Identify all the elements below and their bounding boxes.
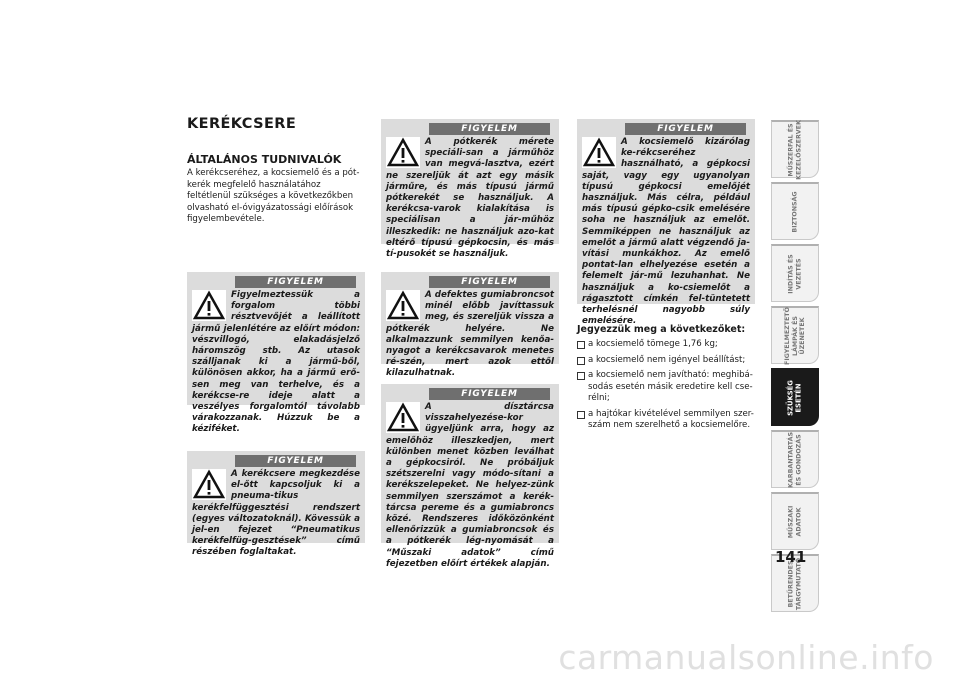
list-item	[577, 370, 755, 405]
tab-emergency[interactable]	[771, 368, 819, 426]
notes-list	[577, 339, 755, 436]
section-subtitle: ÁLTALÁNOS TUDNIVALÓK	[187, 153, 342, 166]
tab-starting-driving[interactable]	[771, 244, 819, 302]
warning-label: FIGYELEM	[429, 388, 550, 400]
list-item-text: a kocsiemelő nem javítható: meghibá-sodás esetén másik eredetire kell cse-rélni;	[588, 370, 753, 403]
warning-triangle-icon	[386, 137, 420, 168]
checkbox-square-icon	[577, 411, 585, 419]
checkbox-square-icon	[577, 372, 585, 380]
list-item-text: a kocsiemelő nem igényel beállítást;	[588, 354, 746, 365]
tab-warning-lights[interactable]	[771, 306, 819, 364]
intro-paragraph: A kerékcseréhez, a kocsiemelő és a pót-kerék megfelelő használatához feltétlenül szükséges a következőkben olvasható el-óvigyázatossági előírások figyelembevétele.	[187, 168, 360, 225]
tab-label: SZÜKSÉG ESETÉN	[786, 379, 802, 416]
warning-label: FIGYELEM	[625, 123, 746, 135]
tab-label: BETŰRENDES TÁRGYMUTATÓ	[787, 557, 802, 610]
warning-triangle-icon	[386, 290, 420, 321]
warning-triangle-icon	[386, 402, 420, 433]
warning-box-jack	[577, 119, 755, 327]
list-item-text: a hajtókar kivételével semmilyen szer-szám nem szerelhető a kocsiemelőre.	[588, 408, 754, 430]
warning-box-hubcap	[381, 384, 559, 569]
tab-maintenance[interactable]	[771, 430, 819, 488]
list-item	[577, 355, 755, 367]
warning-box-spare-wheel	[381, 119, 559, 260]
warning-label: FIGYELEM	[235, 276, 356, 288]
tab-technical-data[interactable]	[771, 492, 819, 550]
warning-triangle-icon	[192, 290, 226, 321]
checkbox-square-icon	[577, 357, 585, 365]
tab-label: BIZTONSÁG	[791, 190, 799, 233]
warning-label: FIGYELEM	[235, 455, 356, 467]
warning-label: FIGYELEM	[429, 276, 550, 288]
notes-title: Jegyezzük meg a következőket:	[577, 324, 746, 335]
page-number: 141	[775, 548, 807, 566]
checkbox-square-icon	[577, 341, 585, 349]
warning-label: FIGYELEM	[429, 123, 550, 135]
warning-triangle-icon	[582, 137, 616, 168]
section-title: KERÉKCSERE	[187, 116, 297, 132]
warning-box-flat-tyre	[381, 272, 559, 379]
warning-text: A kerékcsere megkezdése el-őtt kapcsoljuk ki a pneuma-tikus kerékfelfüggesztési rendszert (egyes változatoknál). Kövessük a jel-en fejezet “Pneumatikus kerékfelfüg-gesztések” című részében foglaltakat.	[192, 469, 360, 558]
tab-safety[interactable]	[771, 182, 819, 240]
warning-box-traffic	[187, 272, 365, 435]
tab-label: KARBANTARTÁS ÉS GONDOZÁS	[787, 431, 802, 488]
warning-text: Figyelmeztessük a forgalom többi résztvevőjét a leállított jármű jelenlétére az előírt módon: vészvillogó, elakadásjelző háromszög stb. Az utasok szálljanak ki a jármű-ből, különösen akkor, ha a jármű erő-sen meg van terhelve, és a kerékcse-re ideje alatt a veszélyes forgalomtól távolabb várakozzanak. Húzzuk be a kéziféket.	[192, 290, 360, 435]
warning-box-suspension	[187, 451, 365, 558]
tab-label: INDÍTÁS ÉS VEZETÉS	[787, 253, 802, 294]
warning-text: A pótkerék mérete speciáli-san a járműhöz van megvá-lasztva, ezért ne szereljük át azt egy másik járműre, és más típusú jármű pótkerekét se használjuk. A kerékcsa-varok kialakítása is speciálisan a jár-műhöz illeszkedik: ne használjuk azo-kat eltérő típusú gépkocsin, és más tí-pusokét se használjuk.	[386, 137, 554, 260]
list-item-text: a kocsiemelő tömege 1,76 kg;	[588, 339, 718, 349]
tab-label: MŰSZERFAL ÉS KEZELŐSZERVEK	[787, 119, 802, 180]
warning-triangle-icon	[192, 469, 226, 500]
tab-label: FIGYELMEZTETŐ LÁMPÁK ÉS ÜZENETEK	[783, 306, 806, 365]
list-item	[577, 409, 755, 432]
watermark: carmanualsonline.info	[558, 638, 934, 677]
list-item	[577, 339, 755, 351]
tab-dashboard-controls[interactable]	[771, 120, 819, 178]
warning-text: A kocsiemelő kizárólag ke-rékcseréhez használható, a gépkocsi saját, vagy egy ugyanolyan típusú gépkocsi emelőjét használjuk. Más célra, például más típusú gépko-csik emelésére soha ne használjuk az emelőt. Semmiképpen ne használjuk az emelőt a jármű alatt végzendő ja-vítási munkákhoz. Az emelő pontat-lan elhelyezése esetén a felemelt jár-mű lezuhanhat. Ne használjuk a ko-csiemelőt a rágasztott címkén fel-tüntetett terhelésnél nagyobb súly emelésére.	[582, 137, 750, 327]
warning-text: A defektes gumiabroncsot minél előbb javíttassuk meg, és szereljük vissza a pótkerék helyére. Ne alkalmazzunk semmilyen kenőa-nyagot a kerékcsavarok menetes ré-szén, mert azok ettől kilazulhatnak.	[386, 290, 554, 379]
tab-label: MŰSZAKI ADATOK	[787, 505, 802, 538]
warning-text: A dísztárcsa visszahelyezése-kor ügyeljünk arra, hogy az emelőhöz illeszkedjen, mert különben menet közben leválhat a gépkocsiról. Ne próbáljuk szétszerelni vagy módo-sítani a kerékszelepeket. Ne helyez-zünk semmilyen szerszámot a kerék-tárcsa pereme és a gumiabroncs közé. Rendszeres időközönként ellenőrizzük a gumiabroncsok és a pótkerék lég-nyomását a “Műszaki adatok” című fejezetben előírt értékek alapján.	[386, 402, 554, 569]
